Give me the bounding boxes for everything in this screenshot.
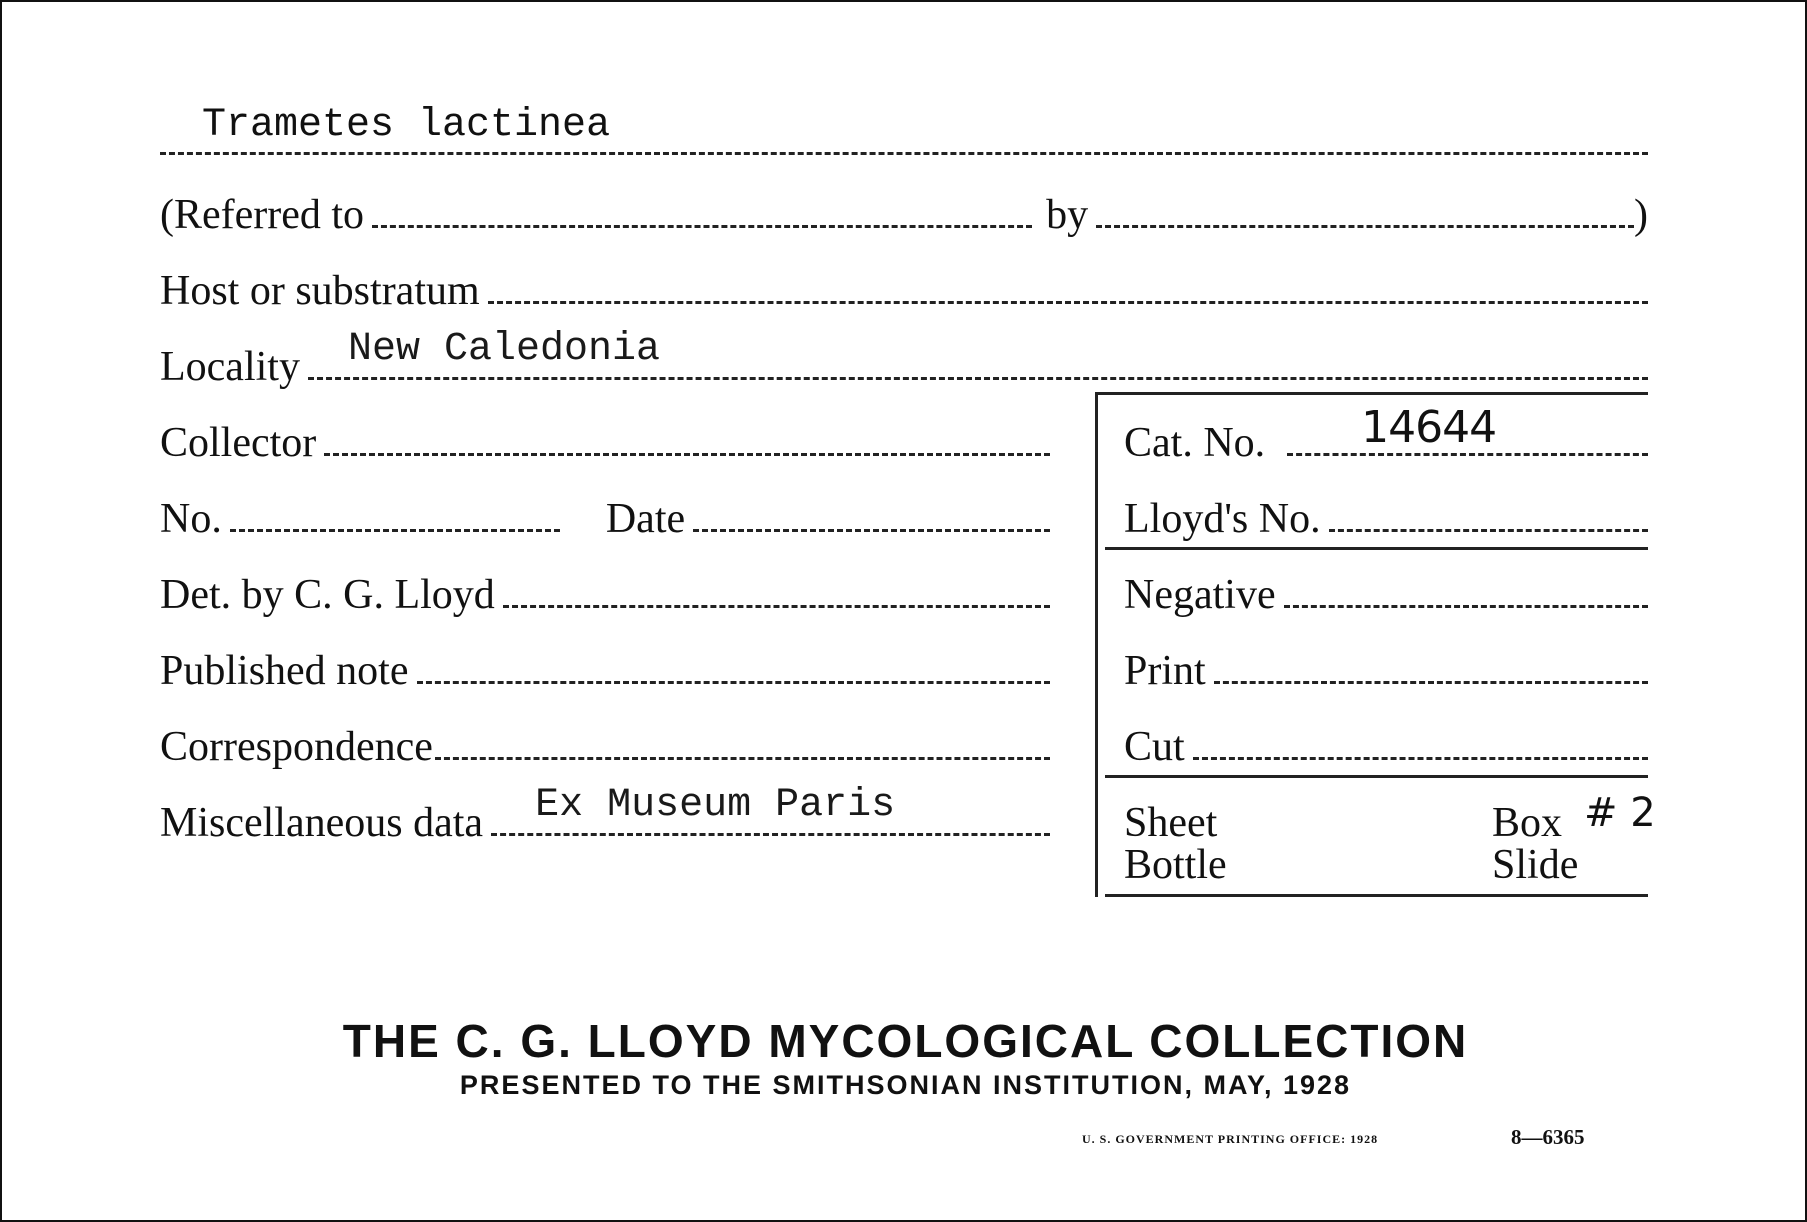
locality-row [160, 327, 1648, 392]
date-line [693, 495, 1050, 532]
right-box-bottom-rule [1105, 894, 1648, 897]
host-label: Host or substratum [160, 268, 480, 314]
sheet-label: Sheet [1124, 800, 1218, 846]
cut-rule [1105, 775, 1648, 778]
host-row [160, 266, 1648, 316]
cat-value: 14644 [1361, 402, 1497, 453]
lloyds-label: Lloyd's No. [1124, 496, 1321, 542]
box-label: Box [1492, 800, 1563, 846]
misc-line [491, 783, 1050, 836]
right-box-divider [1095, 392, 1098, 897]
det-line [503, 571, 1050, 608]
det-label: Det. by C. G. Lloyd [160, 572, 495, 618]
correspondence-label: Correspondence [160, 724, 433, 770]
negative-line [1284, 571, 1648, 608]
cat-label: Cat. No. [1124, 420, 1266, 466]
form-number: 8—6365 [1511, 1125, 1585, 1149]
published-row [160, 646, 1050, 696]
close-paren: ) [1634, 192, 1648, 238]
misc-value: Ex Museum Paris [535, 783, 896, 828]
misc-label: Miscellaneous data [160, 800, 484, 846]
misc-row [160, 783, 1050, 848]
cut-row [1124, 722, 1648, 772]
cut-line [1193, 723, 1648, 760]
collector-label: Collector [160, 420, 317, 466]
lloyds-row [1124, 494, 1648, 544]
published-label: Published note [160, 648, 409, 694]
print-label: Print [1124, 648, 1206, 694]
no-label: No. [160, 496, 222, 542]
by-line [1096, 191, 1634, 228]
locality-line [308, 327, 1648, 380]
slide-label: Slide [1492, 842, 1579, 888]
lloyds-line [1329, 495, 1648, 532]
collector-line [324, 419, 1050, 456]
referred-to-row [160, 190, 1648, 240]
cat-row [1124, 402, 1648, 468]
species-name: Trametes lactinea [202, 103, 611, 148]
cut-label: Cut [1124, 724, 1185, 770]
host-line [488, 267, 1648, 304]
correspondence-row [160, 722, 1050, 772]
box-value: # 2 [1584, 790, 1656, 836]
bottle-label: Bottle [1124, 842, 1227, 888]
collection-subtitle: PRESENTED TO THE SMITHSONIAN INSTITUTION, MAY, 1928 [459, 1070, 1352, 1100]
species-field [160, 94, 1648, 155]
date-label: Date [605, 496, 686, 542]
referred-to-label: (Referred to [160, 192, 365, 238]
locality-label: Locality [160, 344, 300, 390]
printer-credit: U. S. GOVERNMENT PRINTING OFFICE: 1928 [1082, 1132, 1379, 1146]
correspondence-line [435, 723, 1050, 760]
lloyds-rule [1105, 547, 1648, 550]
cat-line [1287, 402, 1648, 456]
collection-title: THE C. G. LLOYD MYCOLOGICAL COLLECTION [342, 1015, 1469, 1067]
no-date-row [160, 494, 1050, 544]
right-box-top-rule [1095, 392, 1648, 395]
locality-value: New Caledonia [347, 327, 661, 372]
print-line [1214, 647, 1648, 684]
referred-to-line [372, 191, 1032, 228]
collector-row [160, 418, 1050, 468]
no-line [230, 495, 560, 532]
by-label: by [1046, 192, 1089, 238]
negative-row [1124, 570, 1648, 620]
det-row [160, 570, 1050, 620]
negative-label: Negative [1124, 572, 1276, 618]
print-row [1124, 646, 1648, 696]
published-line [417, 647, 1051, 684]
